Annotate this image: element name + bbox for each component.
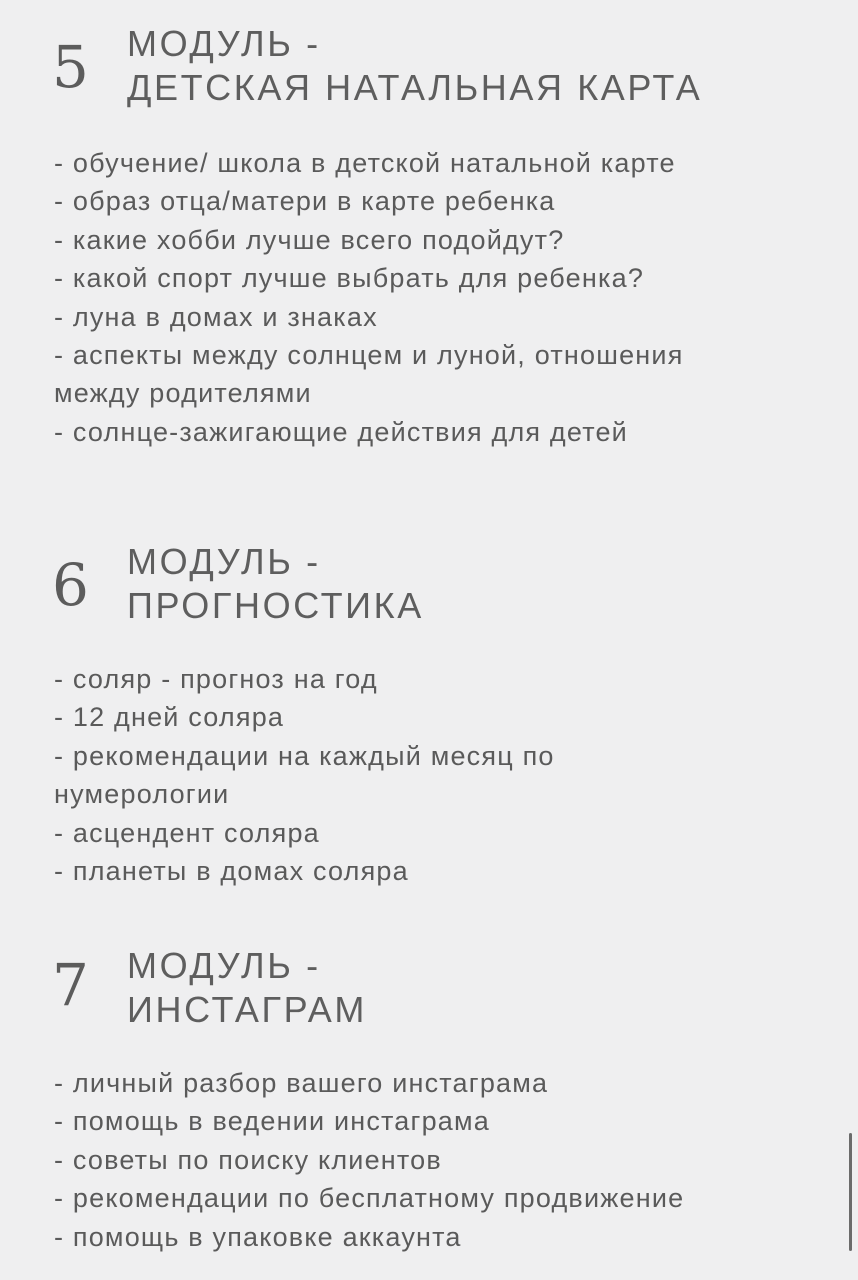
module-5-topic-list <box>54 144 834 451</box>
module-7-header <box>0 944 858 1034</box>
module-title-line2: ПРОГНОСТИКА <box>127 585 424 626</box>
module-number: 5 <box>52 33 89 101</box>
module-number: 7 <box>52 951 89 1019</box>
module-6-topic-list <box>54 660 834 890</box>
module-6-section <box>0 540 858 887</box>
module-title <box>127 540 424 628</box>
list-item: - рекомендации по бесплатному продвижение <box>54 1183 685 1214</box>
module-title-line2: ИНСТАГРАМ <box>127 989 367 1030</box>
list-item-continuation: нумерологии <box>54 779 230 810</box>
list-item: - личный разбор вашего инстаграма <box>54 1068 549 1098</box>
module-title <box>127 22 702 110</box>
list-item: - 12 дней соляра <box>54 702 285 733</box>
module-title <box>127 944 367 1032</box>
list-item: - солнце-зажигающие действия для детей <box>54 416 628 447</box>
module-5-section <box>0 22 858 447</box>
list-item: - луна в домах и знаках <box>54 301 378 332</box>
module-5-header <box>0 22 858 112</box>
module-6-header <box>0 540 858 630</box>
module-number: 6 <box>52 551 89 619</box>
module-7-topic-list <box>54 1064 834 1256</box>
list-item: - помощь в ведении инстаграма <box>54 1106 490 1137</box>
list-item: - асцендент соляра <box>54 817 320 848</box>
list-item-continuation: между родителями <box>54 378 312 409</box>
list-item: - соляр - прогноз на год <box>54 664 378 694</box>
module-title-line2: ДЕТСКАЯ НАТАЛЬНАЯ КАРТА <box>127 67 703 108</box>
list-item: - помощь в упаковке аккаунта <box>54 1221 462 1252</box>
list-item: - какой спорт лучше выбрать для ребенка? <box>54 263 645 294</box>
vertical-scrollbar[interactable] <box>849 1133 852 1251</box>
list-item: - аспекты между солнцем и луной, отношения <box>54 340 684 371</box>
module-title-line1: МОДУЛЬ - <box>127 541 321 582</box>
list-item: - обучение/ школа в детской натальной карте <box>54 148 676 178</box>
module-title-line1: МОДУЛЬ - <box>127 23 321 64</box>
list-item: - планеты в домах соляра <box>54 856 409 887</box>
module-title-line1: МОДУЛЬ - <box>127 945 321 986</box>
list-item: - советы по поиску клиентов <box>54 1144 442 1175</box>
list-item: - рекомендации на каждый месяц по <box>54 740 555 771</box>
module-7-section <box>0 944 858 1252</box>
list-item: - какие хобби лучше всего подойдут? <box>54 224 565 255</box>
list-item: - образ отца/матери в карте ребенка <box>54 186 556 217</box>
